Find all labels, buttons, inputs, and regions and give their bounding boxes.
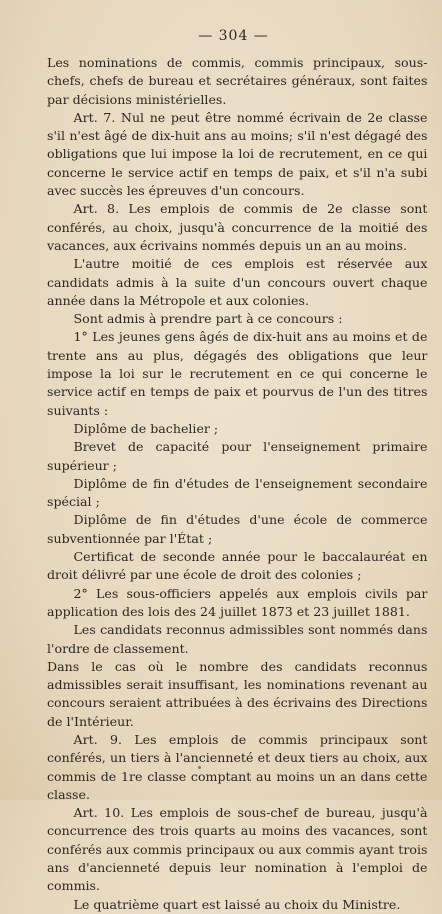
list-item-bachelier: Diplôme de bachelier ; [73,421,219,436]
paragraph-quatrieme-quart: Le quatrième quart est laissé au choix du Ministre. [73,897,401,912]
list-item-commerce: Diplôme de fin d'études d'une école de commerce subventionnée par l'État ; [47,513,428,546]
paragraph-condition-1: 1° Les jeunes gens âgés de dix-huit ans au moins et de trente ans au plus, dégagés des obligations que leur impose la loi sur le recrutement en ce qui concerne le service actif en temps de paix et pourvus de l'un des titres suivants : [47,330,428,418]
paragraph-nominations: Les nominations de commis, commis principaux, sous-chefs, chefs de bureau et secrétaires généraux, sont faites par décisions ministérielles. [47,56,428,107]
body-text [47,54,428,914]
list-item-brevet: Brevet de capacité pour l'enseignement primaire supérieur ; [47,440,428,473]
ink-speck [198,766,201,769]
list-item-secondaire: Diplôme de fin d'études de l'enseignement secondaire spécial ; [47,476,428,510]
paragraph-art-10: Art. 10. Les emplois de sous-chef de bureau, jusqu'à concurrence des trois quarts au moins des vacances, sont conférés aux commis principaux ou aux commis ayant trois ans d'ancienneté depuis leur nomination à l'emploi de commis. [47,806,428,894]
list-item-certificat: Certificat de seconde année pour le baccalauréat en droit délivré par une école de droit des colonies ; [47,550,428,583]
paragraph-art-9: Art. 9. Les emplois de commis principaux sont conférés, un tiers à l'ancienneté et deux tiers au choix, aux commis de 1re classe comptant au moins un an dans cette classe. [47,732,428,802]
paragraph-art-8: Art. 8. Les emplois de commis de 2e classe sont conférés, au choix, jusqu'à concurrence de la moitié des vacances, aux écrivains nommés depuis un an au moins. [47,202,428,253]
paragraph-autre-moitie: L'autre moitié de ces emplois est réservée aux candidats admis à la suite d'un concours ouvert chaque année dans la Métropole et aux colonies. [47,257,428,308]
paragraph-candidats: Les candidats reconnus admissibles sont nommés dans l'ordre de classement. [47,623,428,656]
paragraph-sont-admis: Sont admis à prendre part à ce concours : [73,312,343,327]
page-number: — 304 — [198,28,269,44]
paragraph-insuffisant: Dans le cas où le nombre des candidats reconnus admissibles serait insuffisant, les nominations revenant au concours seraient attribuées à des écrivains des Directions de l'Intérieur. [47,659,428,729]
paragraph-art-7: Art. 7. Nul ne peut être nommé écrivain de 2e classe s'il n'est âgé de dix-huit ans au moins; s'il n'est dégagé des obligations que lui impose la loi de recrutement, en ce qui concerne le service actif en temps de paix, et s'il n'a subi avec succès les épreuves d'un concours. [47,110,428,199]
paragraph-condition-2: 2° Les sous-officiers appelés aux emplois civils par application des lois des 24 juillet 1873 et 23 juillet 1881. [47,586,428,619]
